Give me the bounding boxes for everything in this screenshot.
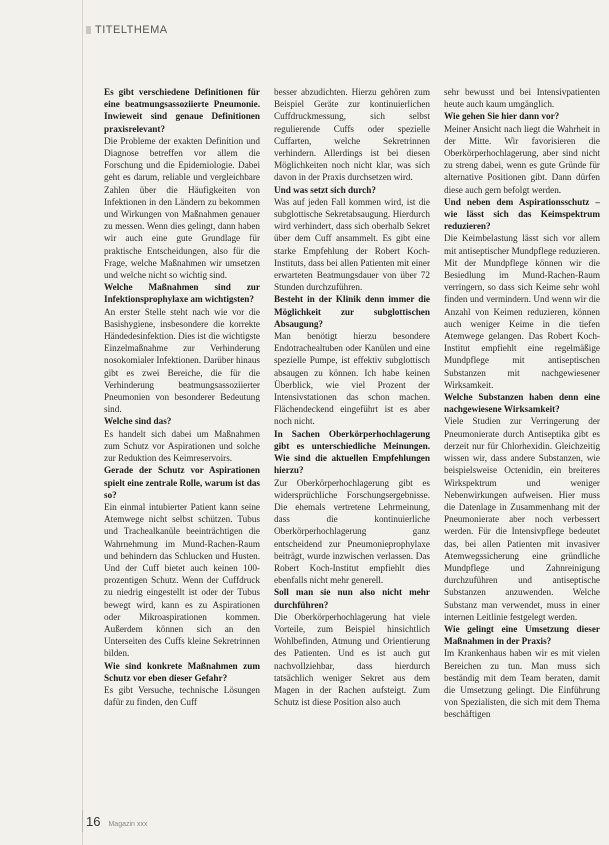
interview-question: Gerade der Schutz vor Aspirationen spielt eine zentrale Rolle, warum ist das so? xyxy=(104,465,260,500)
page-footer xyxy=(86,814,147,829)
page-number: 16 xyxy=(86,814,101,829)
answer-paragraph: Man benötigt hierzu besondere Endotrachealtuben oder Kanülen und eine spezielle Pumpe, ist effektiv subglottisch absaugen zu können. Ich habe keinen Überblick, wie viel Prozent der Intensivstationen das schon machen. Flächendeckend eingeführt ist es aber noch nicht. xyxy=(274,331,430,427)
column-3 xyxy=(444,86,600,818)
interview-question: Wie sind konkrete Maßnahmen zum Schutz vor eben dieser Gefahr? xyxy=(104,660,260,683)
section-marker xyxy=(86,26,91,34)
interview-question: Welche Maßnahmen sind zur Infektionsprophylaxe am wichtigsten? xyxy=(104,282,260,305)
answer-paragraph: Es handelt sich dabei um Maßnahmen zum Schutz vor Aspirationen und solche zur Reduktion des Keimreservoirs. xyxy=(104,428,260,464)
answer-paragraph: Es gibt Versuche, technische Lösungen dafür zu finden, den Cuff xyxy=(104,684,260,708)
article-body xyxy=(104,86,600,818)
answer-paragraph: sehr bewusst und bei Intensivpatienten heute auch kaum umgänglich. xyxy=(444,87,600,110)
magazine-name: Magazin xxx xyxy=(108,821,148,828)
answer-paragraph: besser abzudichten. Hierzu gehören zum Beispiel Geräte zur kontinuierlichen Cuffdruckmessung, sich selbst regulierende Cuffs oder spezielle Cuffarten, welche Sekretrinnen verhindern. Allerdings ist bei diesen Möglichkeiten noch nicht klar, was sich davon in der Praxis durchsetzen wird. xyxy=(274,87,430,183)
column-1 xyxy=(104,86,260,818)
interview-question: Besteht in der Klinik denn immer die Möglichkeit zur subglottischen Absaugung? xyxy=(274,294,430,329)
answer-paragraph: Viele Studien zur Verringerung der Pneumonierate durch Antiseptika gibt es derzeit nur für Chlorhexidin. Gleichzeitig wissen wir, dass andere Substanzen, wie beispielsweise Octenidin, ein breiteres Wirkspektrum und weniger Nebenwirkungen aufweisen. Hier muss die Datenlage in Zusammenhang mit der Pneumonierate aber noch verbessert werden. Für die Intensivpflege bedeutet das, bei allen Patienten mit invasiver Atemwegssicherung eine gründliche Mundpflege und Zahnreinigung durchzuführen und antiseptische Substanzen anzuwenden. Welche Substanz man verwendet, muss in einer internen Leitlinie festgelegt werden. xyxy=(444,416,600,622)
answer-paragraph: Ein einmal intubierter Patient kann seine Atemwege nicht selbst schützen. Tubus und Trachealkanüle beeinträchtigen die Wahrnehmung im Mund-Rachen-Raum und behindern das Schlucken und Husten. Und der Cuff bietet auch keinen 100-prozentigen Schutz. Wenn der Cuffdruck zu niedrig eingestellt ist oder der Tubus bewegt wird, kann es zu Aspirationen oder Mikroaspirationen kommen. Außerdem können sich an den Unterseiten des Cuffs kleine Sekretrinnen bilden. xyxy=(104,501,260,659)
interview-question: Welche Substanzen haben denn eine nachgewiesene Wirksamkeit? xyxy=(444,392,600,415)
column-2 xyxy=(274,86,430,818)
interview-question: In Sachen Oberkörperhochlagerung gibt es unterschiedliche Meinungen. Wie sind die aktuellen Empfehlungen hierzu? xyxy=(274,428,430,476)
interview-question: Und neben dem Aspirationsschutz – wie lässt sich das Keimspektrum reduzieren? xyxy=(444,196,600,232)
footer-rule xyxy=(82,810,83,832)
answer-paragraph: Meiner Ansicht nach liegt die Wahrheit in der Mitte. Wir favorisieren die Oberkörperhochlagerung, aber sind nicht zu streng dabei, wenn es gute Gründe für alternative Positionen gibt. Dann dürfen diese auch gern befolgt werden. xyxy=(444,123,600,195)
interview-question: Welche sind das? xyxy=(104,416,172,427)
answer-paragraph: Im Krankenhaus haben wir es mit vielen Bereichen zu tun. Man muss sich beständig mit dem Team beraten, damit die Umsetzung gelingt. Die Einführung von Spezialisten, die sich mit dem Thema beschäftigen xyxy=(444,648,600,720)
interview-question: Wie gelingt eine Umsetzung dieser Maßnahmen in der Praxis? xyxy=(444,623,600,647)
answer-paragraph: Zur Oberkörperhochlagerung gibt es widersprüchliche Forschungsergebnisse. Die ehemals vertretene Lehrmeinung, dass die kontinuierliche Oberkörperhochlagerung ganz entscheidend zur Pneumonieprophylaxe beiträgt, wurde inzwischen verlassen. Das Robert Koch-Institut empfiehlt dies ebenfalls nicht mehr generell. xyxy=(274,477,430,586)
answer-paragraph: Die Oberkörperhochlagerung hat viele Vorteile, zum Beispiel hinsichtlich Wohlbefinden, Atmung und Orientierung des Patienten. Und es ist auch gut nachvollziehbar, dass hierdurch tatsächlich weniger Sekret aus dem Magen in der Rachen aufsteigt. Zum Schutz ist diese Position also auch xyxy=(274,611,430,708)
answer-paragraph: Die Probleme der exakten Definition und Diagnose betreffen vor allem die Forschung und die Epidemiologie. Dabei geht es darum, reliable und vergleichbare Zahlen über die Häufigkeiten von Infektionen in den Ländern zu bekommen und Wirkungen von Maßnahmen genauer zu messen. Wenn dies gelingt, dann haben wir auch eine gute Grundlage für praktische Entscheidungen, also für die Frage, welche Maßnahmen wir umsetzen und welche nicht so wichtig sind. xyxy=(104,135,260,281)
answer-paragraph: An erster Stelle steht nach wie vor die Basishygiene, insbesondere die korrekte Händedesinfektion. Dies ist die wichtigste Einzelmaßnahme zur Verhinderung nosokomialer Infektionen. Darüber hinaus gibt es zwei Bereiche, die für die Verhinderung beatmungsassoziierter Pneumonien von besonderer Bedeutung sind. xyxy=(104,306,260,415)
section-title: TITELTHEMA xyxy=(95,24,168,36)
margin-rule xyxy=(82,0,83,845)
interview-question: Und was setzt sich durch? xyxy=(274,184,376,195)
interview-question: Wie gehen Sie hier dann vor? xyxy=(444,111,560,122)
interview-question: Es gibt verschiedene Definitionen für eine beatmungsassoziierte Pneumonie. Inwieweit sind genaue Definitionen praxisrelevant? xyxy=(104,87,260,134)
interview-question: Soll man sie nun also nicht mehr durchführen? xyxy=(274,587,430,610)
answer-paragraph: Was auf jeden Fall kommen wird, ist die subglottische Sekretabsaugung. Hierdurch wird verhindert, dass sich oberhalb Sekret über dem Cuff ansammelt. Es gibt eine starke Empfehlung der Robert Koch-Instituts, dass bei allen Patienten mit einer erwarteten Beatmungsdauer von über 72 Stunden durchzuführen. xyxy=(274,196,430,293)
answer-paragraph: Die Keimbelastung lässt sich vor allem mit antiseptischer Mundpflege reduzieren. Mit der Mundpflege können wir die Besiedlung im Mund-Rachen-Raum verringern, so dass sich Keime sehr wohl finden und vermindern. Und wenn wir die Anzahl von Keimen reduzieren, können auch weniger Keime in die tiefen Atemwege gelangen. Das Robert Koch-Institut empfiehlt eine regelmäßige Mundpflege mit antiseptischen Substanzen mit nachgewiesener Wirksamkeit. xyxy=(444,233,600,390)
